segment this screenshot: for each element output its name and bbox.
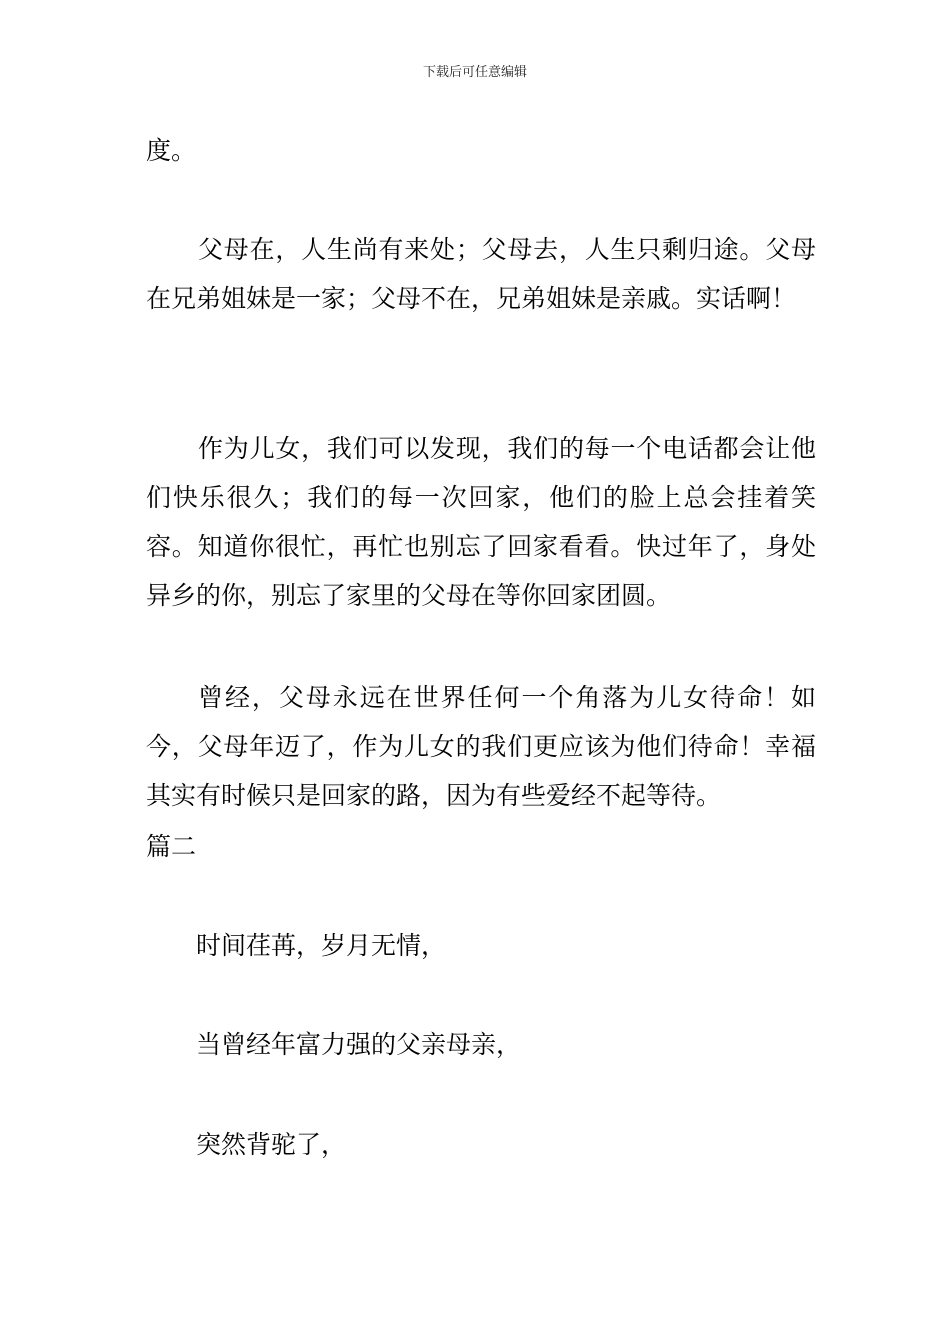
paragraph-children-calls: 作为儿女，我们可以发现，我们的每一个电话都会让他们快乐很久；我们的每一次回家，他们的脸上总会挂着笑容。知道你很忙，再忙也别忘了回家看看。快过年了，身处异乡的你，别忘了家里的父母在等你回家团圆。	[146, 434, 816, 610]
page-header-note: 下载后可任意编辑	[422, 65, 527, 80]
paragraph-parents-home: 父母在，人生尚有来处；父母去，人生只剩归途。父母在兄弟姐妹是一家；父母不在，兄弟姐妹是亲戚。实话啊！	[146, 235, 816, 313]
poem-line: 时间荏苒，岁月无情，	[196, 931, 447, 960]
paragraph-on-call: 曾经，父母永远在世界任何一个角落为儿女待命！如今，父母年迈了，作为儿女的我们更应该为他们待命！幸福其实有时候只是回家的路，因为有些爱经不起等待。	[146, 683, 816, 810]
paragraph-continuation: 度。	[146, 136, 197, 165]
poem-line: 当曾经年富力强的父亲母亲，	[196, 1030, 522, 1059]
section-title: 篇二	[146, 832, 197, 861]
poem-line: 突然背驼了，	[196, 1130, 347, 1159]
